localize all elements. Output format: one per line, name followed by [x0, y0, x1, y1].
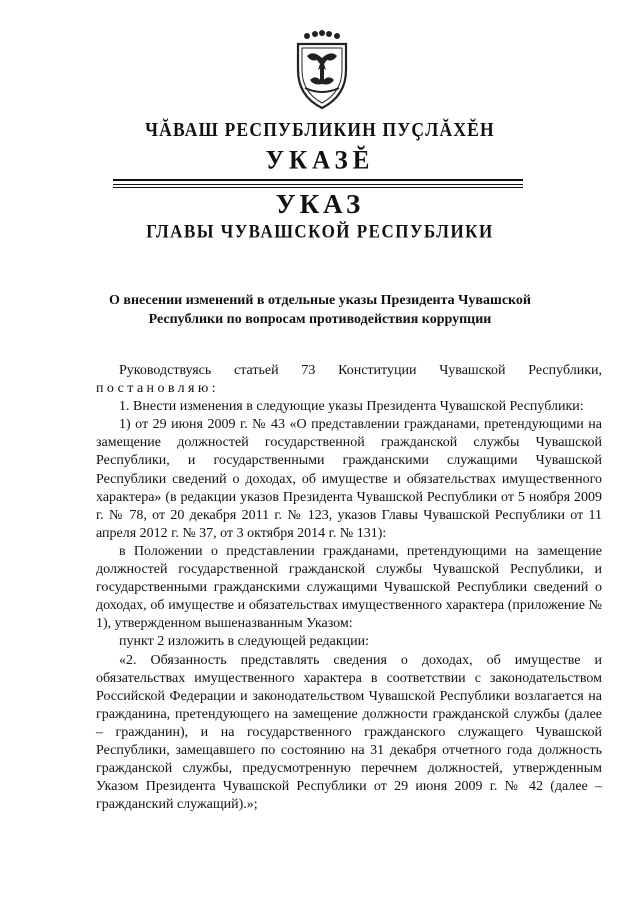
chuvash-emblem-icon: [293, 30, 351, 110]
document-body: [96, 362, 602, 814]
body-paragraph: 1. Внести изменения в следующие указы Президента Чувашской Республики:: [119, 399, 584, 415]
ukaz-subtitle: ГЛАВЫ ЧУВАШСКОЙ РЕСПУБЛИКИ: [146, 221, 494, 242]
body-paragraph: постановляю:: [96, 381, 220, 397]
body-paragraph: Руководствуясь статьей 73 Конституции Чувашской Республики,: [119, 363, 602, 378]
body-paragraph: пункт 2 изложить в следующей редакции:: [119, 634, 369, 650]
header-divider: [113, 179, 523, 181]
chuvash-header-line: ЧĂВАШ РЕСПУБЛИКИН ПУҪЛĂХĔН: [145, 117, 495, 141]
document-title: [100, 291, 540, 329]
title-line: О внесении изменений в отдельные указы Президента Чувашской: [109, 293, 531, 308]
header-divider: [113, 184, 523, 185]
body-paragraph: в Положении о представлении гражданами, претендующими на замещение должностей государственной гражданской службы Чувашской Республики, и государственными гражданскими служащими Чувашской Республики сведений о доходах, об имуществе и обязательствах имущественного характера (приложение № 1), утвержденном вышеназванным Указом:: [96, 543, 602, 632]
header-divider: [113, 187, 523, 188]
body-paragraph: 1) от 29 июня 2009 г. № 43 «О представлении гражданами, претендующими на замещение должностей государственной гражданской службы Чувашской Республики, и государственными гражданскими служащими Чувашской Республики сведений о доходах, об имуществе и обязательствах имущественного характера» (в редакции указов Президента Чувашской Республики от 5 ноября 2009 г. № 78, от 20 декабря 2011 г. № 123, указов Главы Чувашской Республики от 11 апреля 2012 г. № 37, от 3 октября 2014 г. № 131):: [96, 417, 602, 541]
body-paragraph: «2. Обязанность представлять сведения о доходах, об имуществе и обязательствах имущественного характера в соответствии с законодательством Российской Федерации и законодательством Чувашской Республики возлагается на гражданина, претендующего на замещение должности гражданской службы (далее – гражданин), и на государственного гражданского служащего Чувашской Республики, замещавшего по состоянию на 31 декабря отчетного года должность гражданской службы, предусмотренную перечнем должностей, утвержденным Указом Президента Чувашской Республики от 29 июня 2009 г. № 42 (далее – гражданский служащий).»;: [96, 652, 602, 813]
chuvash-ukaze-title: УКАЗĔ: [265, 146, 375, 175]
ukaz-title: УКАЗ: [275, 189, 365, 219]
title-line: Республики по вопросам противодействия коррупции: [148, 312, 492, 327]
